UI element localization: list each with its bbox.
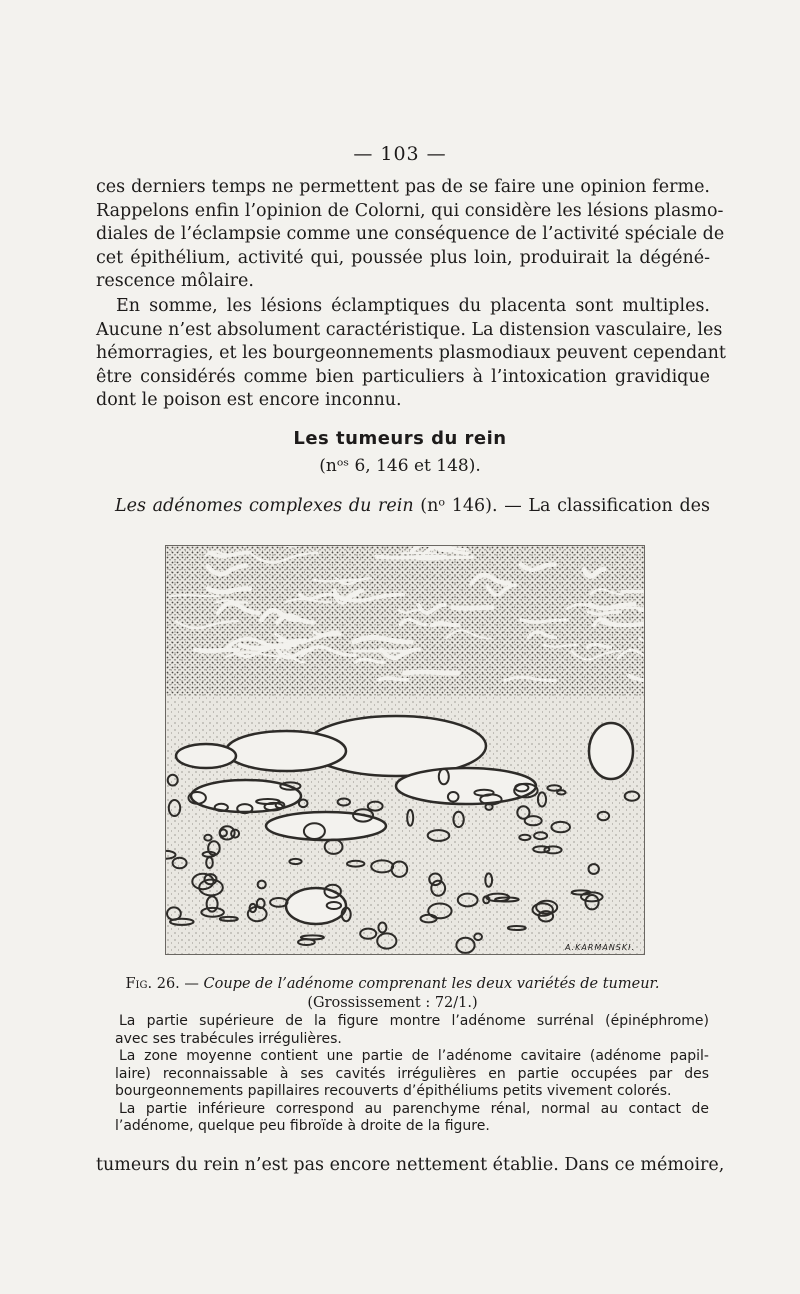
trabecula: [376, 557, 445, 558]
intro-rest: (nᵒ 146). — La classification des: [420, 496, 710, 516]
paragraph-2: [96, 295, 726, 413]
trabecula: [432, 623, 458, 625]
trabecula: [608, 608, 644, 609]
text-line: Aucune n’est absolument caractéristique. La distension vasculaire, les: [96, 319, 723, 340]
note-line: l’adénome, quelque peu fibroïde à droite de la figure.: [115, 1118, 490, 1134]
closing-line: tumeurs du rein n’est pas encore nettement établie. Dans ce mémoire,: [96, 1155, 725, 1175]
artist-signature: A.KARMANSKI.: [565, 943, 636, 952]
page-number: — 103 —: [353, 143, 447, 165]
caption-magnification: (Grossissement : 72/1.): [307, 995, 478, 1011]
figure-caption: [115, 975, 670, 1013]
caption-title-line: [115, 975, 670, 994]
text-line: rescence môlaire.: [96, 271, 254, 291]
caption-notes: [115, 1013, 709, 1136]
text-line: diales de l’éclampsie comme une conséquence de l’activité spéciale de: [96, 224, 725, 244]
section-subheading: (nᵒˢ 6, 146 et 148).: [319, 456, 481, 476]
text-line: cet épithélium, activité qui, poussée plus loin, produirait la dégéné-: [96, 247, 710, 268]
figure-label: Fig. 26.: [125, 976, 180, 992]
section-heading: Les tumeurs du rein: [293, 428, 507, 449]
note-line: laire) reconnaissable à ses cavités irrégulières en partie occupées par des: [115, 1065, 709, 1082]
cavity: [176, 744, 236, 768]
paragraph-1: [96, 176, 725, 294]
histology-drawing: [166, 546, 644, 954]
text-line: hémorragies, et les bourgeonnements plasmodiaux peuvent cependant: [96, 343, 726, 363]
note-line: avec ses trabécules irrégulières.: [115, 1030, 342, 1047]
caption-title: Coupe de l’adénome comprenant les deux variétés de tumeur.: [203, 976, 660, 992]
histology-figure: [165, 545, 645, 955]
intro-line: [115, 496, 710, 516]
text-line: dont le poison est encore inconnu.: [96, 390, 402, 410]
trabecula: [453, 608, 492, 609]
text-line: ces derniers temps ne permettent pas de se faire une opinion ferme.: [96, 177, 710, 197]
note-line: La partie supérieure de la figure montre l’adénome surrénal (épinéphrome): [119, 1013, 709, 1029]
cavity: [266, 812, 386, 840]
cavity: [589, 723, 633, 779]
trabecula: [639, 610, 644, 612]
text-line: être considérés comme bien particuliers à l’intoxication gravidique: [96, 366, 710, 387]
trabecula: [404, 672, 458, 673]
caption-dash: —: [184, 976, 199, 992]
note-line: bourgeonnements papillaires recouverts d’épithéliums petits vivement colorés.: [115, 1083, 672, 1099]
note-line: La partie inférieure correspond au parenchyme rénal, normal au contact de: [119, 1100, 709, 1117]
note-line: La zone moyenne contient une partie de l’adénome cavitaire (adénome papil-: [119, 1048, 709, 1064]
text-line: En somme, les lésions éclamptiques du placenta sont multiples.: [116, 296, 710, 316]
trabecula: [314, 580, 360, 581]
intro-italic: Les adénomes complexes du rein: [115, 496, 414, 516]
text-line: Rappelons enfin l’opinion de Colorni, qui considère les lésions plasmo-: [96, 200, 724, 221]
trabecula: [169, 595, 218, 596]
trabecula: [378, 678, 407, 680]
cavity: [286, 888, 346, 924]
cavity: [226, 731, 346, 771]
